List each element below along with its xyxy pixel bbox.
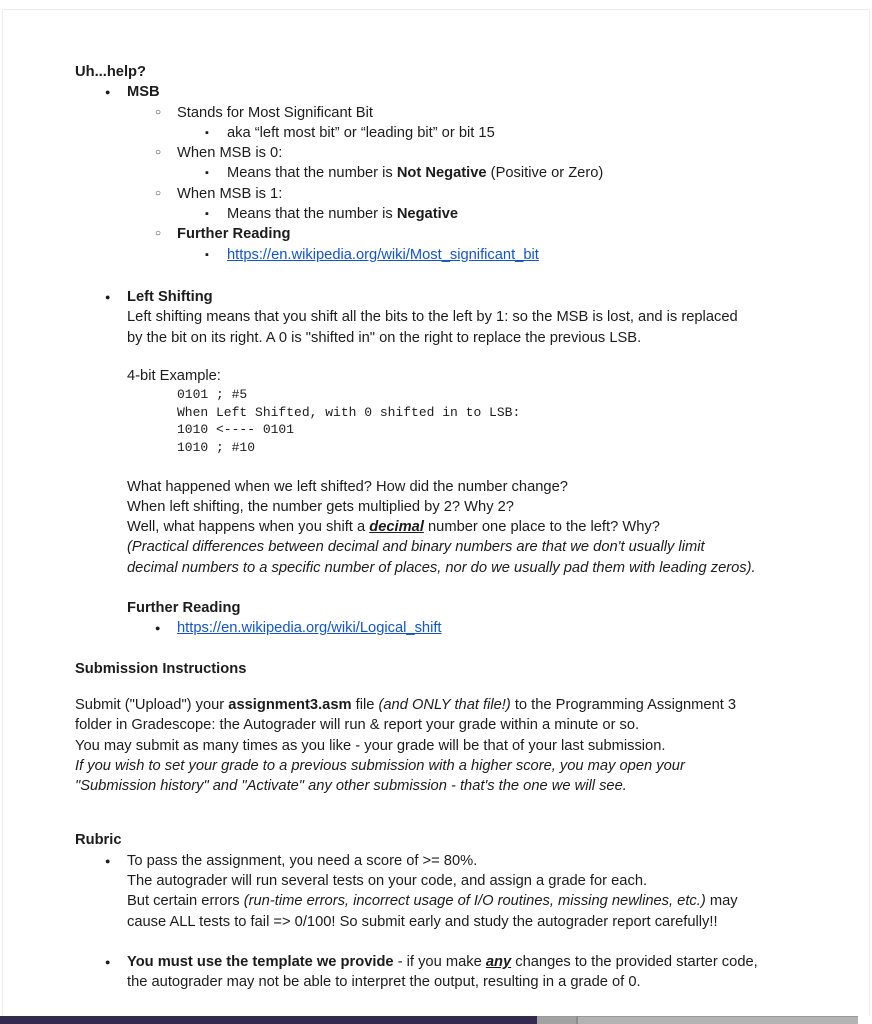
example-label: 4-bit Example: [127, 367, 221, 384]
error-types-note: (run-time errors, incorrect usage of I/O routines, missing newlines, etc.) [243, 893, 706, 910]
code-line: 1010 ; #10 [177, 439, 256, 455]
list-item-means-negative [75, 204, 811, 224]
text-line: Left shifting means that you shift all the bits to the left by 1: so the MSB is lost, and is replaced [127, 309, 738, 326]
list-item-msb-link [75, 245, 811, 265]
background-window-scrollbar-thumb[interactable] [537, 1016, 578, 1024]
code-line: 0101 ; #5 [177, 387, 248, 403]
list-item-aka [75, 123, 811, 143]
code-line: When Left Shifted, with 0 shifted in to LSB: [177, 404, 521, 420]
bullet-square-icon: ▪ [205, 248, 209, 261]
list-item-when-msb-0 [75, 143, 811, 163]
msb-label: MSB [127, 84, 160, 101]
bullet-circle-icon: ○ [155, 228, 162, 240]
text-line: But certain errors (run-time errors, incorrect usage of I/O routines, missing newlines, etc.) may [127, 893, 738, 910]
list-item-means-not-negative [75, 163, 811, 183]
document-content [3, 10, 869, 992]
text-line: You may submit as many times as you like - your grade will be that of your last submission. [75, 737, 666, 754]
means-not-negative-text: Means that the number is Not Negative (Positive or Zero) [227, 165, 604, 182]
list-item-shift-link [75, 618, 811, 638]
rubric-heading: Rubric [75, 832, 122, 849]
background-window-corner [858, 1016, 872, 1024]
rubric-bullet-2-text [127, 952, 758, 993]
bullet-circle-icon: ○ [155, 106, 162, 118]
text-line: (Practical differences between decimal and binary numbers are that we don't usually limit [127, 539, 705, 556]
text-line: decimal numbers to a specific number of places, nor do we usually pad them with leading zeros). [127, 559, 756, 576]
text-line: The autograder will run several tests on your code, and assign a grade for each. [127, 872, 648, 889]
bullet-circle-icon: ○ [155, 187, 162, 199]
when-msb-0-text: When MSB is 0: [177, 145, 283, 162]
bullet-disc-icon: ● [105, 855, 111, 866]
left-shifting-description [127, 307, 811, 348]
bullet-disc-icon: ● [105, 956, 111, 967]
text-line: "Submission history" and "Activate" any other submission - that's the one we will see. [75, 778, 627, 795]
text-line: Well, what happens when you shift a decimal number one place to the left? Why? [127, 519, 660, 536]
text-line: by the bit on its right. A 0 is "shifted in" on the right to replace the previous LSB. [127, 329, 642, 346]
means-negative-text: Means that the number is Negative [227, 206, 459, 223]
any-emphasis: any [485, 953, 512, 970]
stands-for-text: Stands for Most Significant Bit [177, 104, 373, 121]
bullet-square-icon: ▪ [205, 126, 209, 139]
assignment-filename: assignment3.asm [228, 696, 352, 713]
list-item-msb [75, 82, 811, 102]
code-line: 1010 <---- 0101 [177, 422, 295, 438]
list-item-when-msb-1 [75, 184, 811, 204]
text-line: the autograder may not be able to interpret the output, resulting in a grade of 0. [127, 974, 641, 991]
text-line: cause ALL tests to fail => 0/100! So submit early and study the autograder report carefully!! [127, 913, 718, 930]
bullet-disc-icon: ● [105, 87, 111, 98]
left-shifting-label: Left Shifting [127, 288, 213, 305]
background-window-scrollbar-track[interactable] [578, 1016, 858, 1024]
text-line: You must use the template we provide - if you make any changes to the provided starter code, [127, 953, 758, 970]
when-msb-1-text: When MSB is 1: [177, 185, 283, 202]
bullet-square-icon: ▪ [205, 167, 209, 180]
wiki-logical-shift-link[interactable]: https://en.wikipedia.org/wiki/Logical_shift [177, 620, 442, 637]
submission-paragraph [75, 695, 811, 796]
bullet-disc-icon: ● [155, 623, 161, 634]
left-shifting-questions [127, 477, 811, 578]
text-line: When left shifting, the number gets multiplied by 2? Why 2? [127, 498, 514, 515]
text-line: If you wish to set your grade to a previous submission with a higher score, you may open your [75, 757, 685, 774]
code-block [177, 386, 811, 456]
text-line: What happened when we left shifted? How did the number change? [127, 478, 568, 495]
document-page [2, 9, 870, 1016]
background-window-titlebar[interactable] [0, 1016, 537, 1024]
rubric-bullet-1 [75, 851, 811, 932]
only-that-file-note: (and ONLY that file!) [378, 696, 511, 713]
bullet-circle-icon: ○ [155, 147, 162, 159]
help-heading: Uh...help? [75, 64, 146, 80]
background-window-edge [0, 1016, 872, 1024]
rubric-bullet-1-text [127, 851, 738, 932]
negative-bold: Negative [396, 206, 459, 223]
text-line: Submit ("Upload") your assignment3.asm file (and ONLY that file!) to the Programming Assignment 3 [75, 696, 737, 713]
not-negative-bold: Not Negative [396, 165, 487, 182]
bullet-square-icon: ▪ [205, 208, 209, 221]
aka-text: aka “left most bit” or “leading bit” or bit 15 [227, 124, 495, 141]
further-reading-shift-label: Further Reading [127, 600, 241, 617]
further-reading-msb-label: Further Reading [177, 226, 291, 243]
bullet-disc-icon: ● [105, 291, 111, 302]
rubric-bullet-2 [75, 952, 811, 993]
text-line: To pass the assignment, you need a score of >= 80%. [127, 852, 478, 869]
wiki-most-significant-bit-link[interactable]: https://en.wikipedia.org/wiki/Most_significant_bit [227, 246, 539, 263]
decimal-emphasis: decimal [369, 519, 424, 536]
list-item-further-reading-msb [75, 224, 811, 244]
submission-heading: Submission Instructions [75, 660, 247, 677]
text-line: folder in Gradescope: the Autograder will run & report your grade within a minute or so. [75, 717, 640, 734]
list-item-left-shifting [75, 287, 811, 307]
template-requirement-bold: You must use the template we provide [127, 953, 394, 970]
list-item-stands-for [75, 103, 811, 123]
